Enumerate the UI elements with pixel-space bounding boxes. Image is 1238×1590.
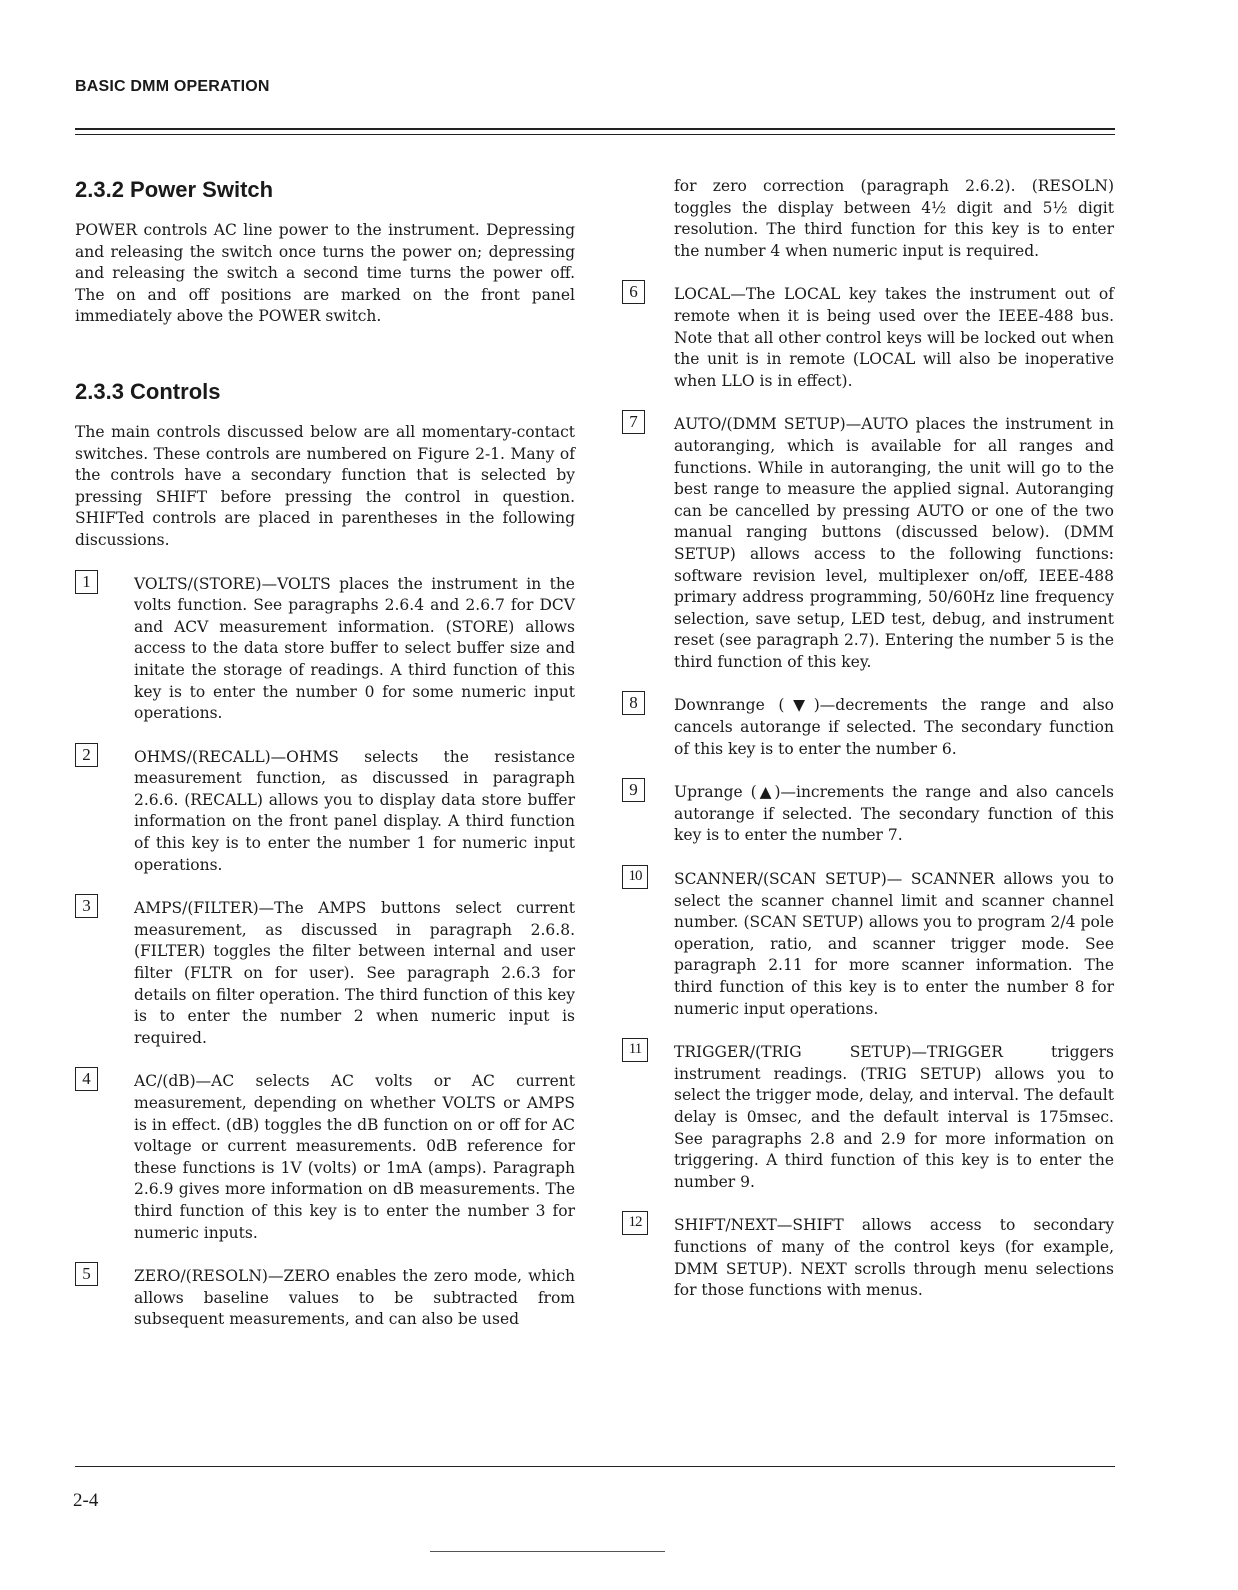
- control-item-5: [75, 1258, 575, 1331]
- control-item-8: [622, 687, 1114, 760]
- control-item-12: [622, 1207, 1114, 1301]
- continuation-text: for zero correction (paragraph 2.6.2). (RESOLN) toggles the display between 4½ digit and 5½ digit resolution. The third function for this key is to enter the number 4 when numeric input is required.: [674, 177, 1114, 260]
- control-item-11: [622, 1034, 1114, 1193]
- control-description: Downrange (▼)—decrements the range and also cancels autorange if selected. The secondary function of this key is to enter the number 6.: [674, 696, 1114, 758]
- control-description: ZERO/(RESOLN)—ZERO enables the zero mode, which allows baseline values to be subtracted from subsequent measurements, and can also be used: [134, 1267, 575, 1329]
- control-number-badge: 12: [622, 1211, 648, 1235]
- control-description: OHMS/(RECALL)—OHMS selects the resistance measurement function, as discussed in paragraph 2.6.6. (RECALL) allows you to display data store buffer information on the front panel display. A third function of this key is to enter the number 1 for numeric input operations.: [134, 747, 575, 874]
- control-item-9: [622, 774, 1114, 847]
- control-number-badge: 1: [75, 570, 98, 594]
- control-number-badge: 8: [622, 691, 645, 715]
- control-number-badge: 3: [75, 894, 98, 918]
- control-description: Uprange (▲)—increments the range and also cancels autorange if selected. The secondary function of this key is to enter the number 7.: [674, 783, 1114, 845]
- control-item-7: [622, 406, 1114, 673]
- footer-rule: [75, 1466, 1115, 1467]
- control-description: LOCAL—The LOCAL key takes the instrument out of remote when it is being used over the IEEE-488 bus. Note that all other control keys will be locked out when the unit is in remote (LOCAL will also be inoperative when LLO is in effect).: [674, 285, 1114, 390]
- control-number-badge: 6: [622, 280, 645, 304]
- control-item-1: [75, 566, 575, 725]
- control-description: AUTO/(DMM SETUP)—AUTO places the instrument in autoranging, which is available for all ranges and functions. While in autoranging, the unit will go to the best range to measure the applied signal. Autoranging can be cancelled by pressing AUTO or one of the two manual ranging buttons (discussed below). (DMM SETUP) allows access to the following functions: software revision level, multiplexer on/off, IEEE-488 primary address programming, 50/60Hz line frequency selection, save setup, LED test, debug, and instrument reset (see paragraph 2.7). Entering the number 5 is the third function of this key.: [674, 415, 1114, 671]
- control-item-10: [622, 861, 1114, 1020]
- control-description: SHIFT/NEXT—SHIFT allows access to secondary functions of many of the control keys (for example, DMM SETUP). NEXT scrolls through menu selections for those functions with menus.: [674, 1216, 1114, 1300]
- header-rule: [75, 128, 1115, 130]
- power-switch-text: POWER controls AC line power to the instrument. Depressing and releasing the switch once turns the power on; depressing and releasing the switch a second time turns the power off. The on and off positions are marked on the front panel immediately above the POWER switch.: [75, 221, 575, 326]
- power-switch-heading: 2.3.2 Power Switch: [75, 177, 274, 202]
- control-number-badge: 4: [75, 1067, 98, 1091]
- control-number-badge: 11: [622, 1038, 648, 1062]
- left-column: [75, 176, 575, 1331]
- control-description: AMPS/(FILTER)—The AMPS buttons select current measurement, as discussed in paragraph 2.6.8. (FILTER) toggles the filter between internal and user filter (FLTR on for user). See paragraph 2.6.3 for details on filter operation. The third function of this key is to enter the number 2 when numeric input is required.: [134, 899, 575, 1047]
- control-description: VOLTS/(STORE)—VOLTS places the instrument in the volts function. See paragraphs 2.6.4 and 2.6.7 for DCV and ACV measurement information. (STORE) allows access to the data store buffer to select buffer size and initate the storage of readings. A third function of this key is to enter the number 0 for some numeric input operations.: [134, 574, 575, 723]
- control-item-4: [75, 1063, 575, 1244]
- control-item-3: [75, 890, 575, 1049]
- right-column: [622, 176, 1114, 1302]
- control-number-badge: 7: [622, 410, 645, 434]
- running-header: BASIC DMM OPERATION: [75, 78, 270, 95]
- controls-heading: 2.3.3 Controls: [75, 378, 221, 404]
- header-rule-thin: [75, 134, 1115, 135]
- control-number-badge: 5: [75, 1262, 98, 1286]
- control-number-badge: 9: [622, 778, 645, 802]
- control-number-badge: 2: [75, 743, 98, 767]
- control-description: TRIGGER/(TRIG SETUP)—TRIGGER triggers instrument readings. (TRIG SETUP) allows you to select the trigger mode, delay, and interval. The default delay is 0msec, and the default interval is 175msec. See paragraphs 2.8 and 2.9 for more information on triggering. A third function of this key is to enter the number 9.: [674, 1043, 1114, 1191]
- control-item-2: [75, 739, 575, 877]
- control-description: SCANNER/(SCAN SETUP)— SCANNER allows you to select the scanner channel limit and scanner channel number. (SCAN SETUP) allows you to program 2/4 pole operation, ratio, and scanner trigger mode. See paragraph 2.11 for more scanner information. The third function of this key is to enter the number 8 for numeric input operations.: [674, 870, 1114, 1018]
- page-number: 2-4: [73, 1490, 99, 1511]
- control-number-badge: 10: [622, 865, 648, 889]
- control-description: AC/(dB)—AC selects AC volts or AC current measurement, depending on whether VOLTS or AMPS is in effect. (dB) toggles the dB function on or off for AC voltage or current measurements. 0dB reference for these functions is 1V (volts) or 1mA (amps). Paragraph 2.6.9 gives more information on dB measurements. The third function of this key is to enter the number 3 for numeric inputs.: [134, 1072, 575, 1242]
- controls-intro: The main controls discussed below are all momentary-contact switches. These controls are numbered on Figure 2-1. Many of the controls have a secondary function that is selected by pressing SHIFT before pressing the control in question. SHIFTed controls are placed in parentheses in the following discussions.: [75, 422, 575, 549]
- control-item-6: [622, 276, 1114, 392]
- scan-artifact-line: [430, 1551, 665, 1552]
